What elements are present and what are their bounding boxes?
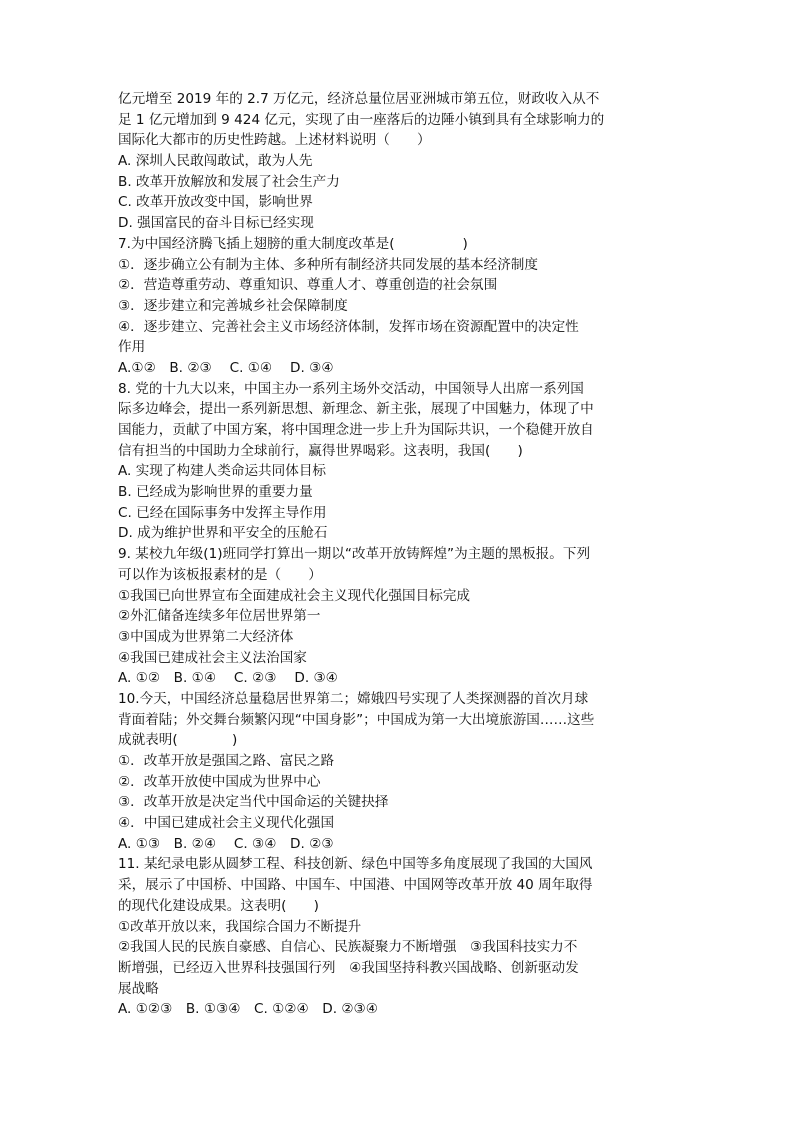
text-line: 亿元增至 2019 年的 2.7 万亿元，经济总量位居亚洲城市第五位，财政收入从不 — [118, 91, 600, 107]
statement-line: ②．改革开放使中国成为世界中心 — [118, 773, 321, 790]
statement-line: ①改革开放以来，我国综合国力不断提升 — [118, 918, 362, 935]
question-8-stem: 8. 党的十九大以来，中国主办一系列主场外交活动，中国领导人出席一系列国 — [118, 380, 584, 397]
statement-line: 展战略 — [118, 980, 159, 997]
question-10-stem: 10.今天，中国经济总量稳居世界第二；嫦娥四号实现了人类探测器的首次月球 — [118, 690, 589, 707]
option-line: B. 改革开放解放和发展了社会生产力 — [118, 173, 340, 190]
option-line: B. 已经成为影响世界的重要力量 — [118, 484, 313, 501]
statement-line: ①．改革开放是强国之路、富民之路 — [118, 753, 335, 769]
statement-line: ③．逐步建立和完善城乡社会保障制度 — [118, 297, 348, 314]
answer-choices: A. ①②③ B. ①③④ C. ①②④ D. ②③④ — [118, 1001, 378, 1018]
text-line: 采，展示了中国桥、中国路、中国车、中国港、中国网等改革开放 40 周年取得 — [118, 877, 593, 894]
question-7-stem: 7.为中国经济腾飞插上翅膀的重大制度改革是( ) — [118, 235, 468, 252]
option-line: C. 已经在国际事务中发挥主导作用 — [118, 504, 327, 521]
option-line: A. 实现了构建人类命运共同体目标 — [118, 463, 327, 480]
text-line: 背面着陆；外交舞台频繁闪现“中国身影”；中国成为第一大出境旅游国……这些 — [118, 711, 595, 728]
question-11-stem: 11. 某纪录电影从圆梦工程、科技创新、绿色中国等多角度展现了我国的大国风 — [118, 856, 593, 873]
text-line: 足 1 亿元增加到 9 424 亿元，实现了由一座落后的边陲小镇到具有全球影响力的 — [118, 111, 605, 128]
statement-line: ③．改革开放是决定当代中国命运的关键抉择 — [118, 794, 389, 811]
statement-line: ④我国已建成社会主义法治国家 — [118, 649, 307, 666]
document-page — [118, 89, 678, 1020]
option-line: D. 成为维护世界和平安全的压舱石 — [118, 525, 328, 542]
text-line: 际多边峰会，提出一系列新思想、新理念、新主张，展现了中国魅力，体现了中 — [118, 401, 594, 418]
text-line: 国际化大都市的历史性跨越。上述材料说明（ ） — [118, 132, 431, 149]
text-line: 的现代化建设成果。这表明( ) — [118, 897, 319, 914]
answer-choices: A. ①② B. ①④ C. ②③ D. ③④ — [118, 670, 338, 687]
statement-line: ②我国人民的民族自豪感、自信心、民族凝聚力不断增强 ③我国科技实力不 — [118, 939, 578, 956]
question-9-stem: 9. 某校九年级(1)班同学打算出一期以“改革开放铸辉煌”为主题的黑板报。下列 — [118, 546, 591, 563]
text-line: 信有担当的中国助力全球前行，赢得世界喝彩。这表明，我国( ) — [118, 442, 523, 459]
statement-line: ①．逐步确立公有制为主体、多种所有制经济共同发展的基本经济制度 — [118, 256, 538, 273]
statement-line: 断增强，已经迈入世界科技强国行列 ④我国坚持科教兴国战略、创新驱动发 — [118, 959, 579, 976]
option-line: A. 深圳人民敢闯敢试，敢为人先 — [118, 153, 313, 170]
answer-choices: A. ①③ B. ②④ C. ③④ D. ②③ — [118, 835, 334, 852]
option-line: C. 改革开放改变中国，影响世界 — [118, 194, 313, 211]
statement-line: 作用 — [118, 339, 146, 356]
statement-line: ①我国已向世界宣布全面建成社会主义现代化强国目标完成 — [118, 587, 471, 604]
text-line: 成就表明( ) — [118, 732, 238, 749]
text-line: 可以作为该板报素材的是（ ） — [118, 566, 322, 583]
answer-choices: A.①② B. ②③ C. ①④ D. ③④ — [118, 359, 334, 376]
statement-line: ②．营造尊重劳动、尊重知识、尊重人才、尊重创造的社会氛围 — [118, 277, 498, 294]
text-line: 国能力，贡献了中国方案，将中国理念进一步上升为国际共识，一个稳健开放自 — [118, 422, 594, 438]
statement-line: ②外汇储备连续多年位居世界第一 — [118, 608, 321, 625]
statement-line: ④．中国已建成社会主义现代化强国 — [118, 815, 335, 832]
statement-line: ③中国成为世界第二大经济体 — [118, 628, 294, 645]
option-line: D. 强国富民的奋斗目标已经实现 — [118, 215, 314, 232]
statement-line: ④．逐步建立、完善社会主义市场经济体制，发挥市场在资源配置中的决定性 — [118, 318, 579, 335]
